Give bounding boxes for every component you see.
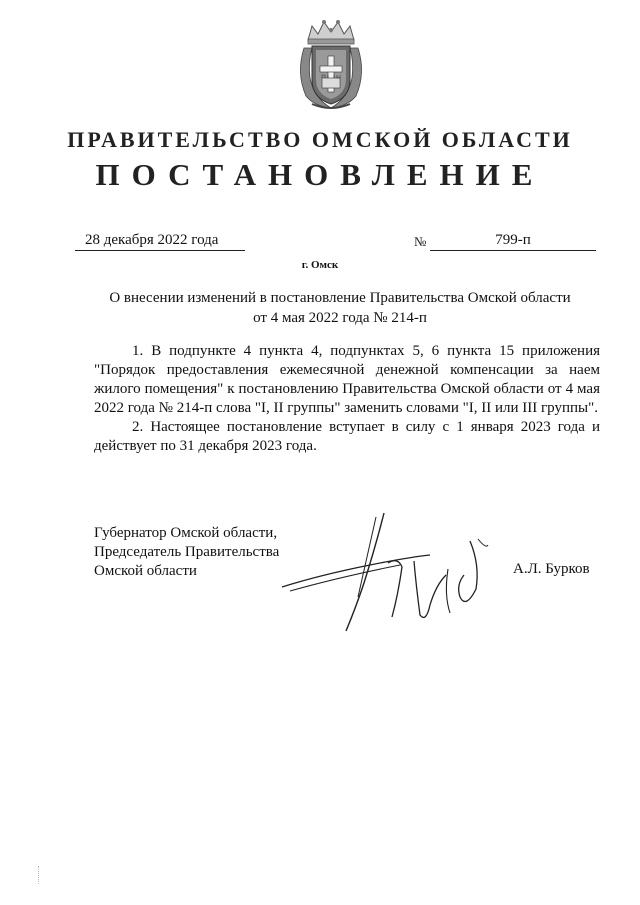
document-type: ПОСТАНОВЛЕНИЕ [95, 157, 545, 192]
omsk-coat-of-arms-icon [294, 18, 368, 112]
document-subject [90, 288, 590, 328]
document-number: 799-п [430, 232, 596, 251]
subject-line: от 4 мая 2022 года № 214-п [253, 310, 427, 326]
government-name: ПРАВИТЕЛЬСТВО ОМСКОЙ ОБЛАСТИ [67, 127, 573, 152]
city: г. Омск [301, 259, 339, 271]
scan-mark [38, 866, 41, 884]
document-date: 28 декабря 2022 года [75, 232, 245, 251]
paragraph: 2. Настоящее постановление вступает в силу с 1 января 2023 года и действует по 31 декабря 2023 года. [94, 419, 600, 454]
document-body [94, 342, 600, 456]
position-line: Председатель Правительства [94, 544, 280, 560]
signatory-name: А.Л. Бурков [513, 561, 590, 577]
handwritten-signature [280, 505, 520, 645]
signatory-position [94, 524, 279, 581]
position-line: Омской области [94, 563, 197, 579]
paragraph: 1. В подпункте 4 пункта 4, подпунктах 5, 6 пункта 15 приложения "Порядок предоставления ежемесячной денежной компенсации за наем жилого помещения" к постановлению Правительства Омской области от 4 мая 2022 года № 214-п слова "I, II группы" заменить словами "I, II или III группы". [94, 343, 600, 416]
number-sign: № [414, 234, 427, 249]
position-line: Губернатор Омской области, [94, 525, 278, 541]
subject-line: О внесении изменений в постановление Правительства Омской области [109, 290, 571, 306]
